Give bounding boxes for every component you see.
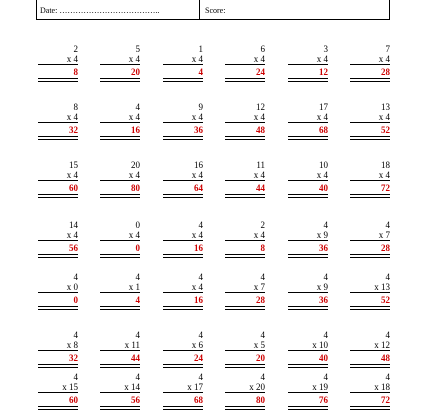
answer-rule — [350, 64, 390, 65]
date-label: Date: ……………………………….. — [40, 6, 160, 15]
problem-item — [350, 102, 390, 150]
multiplicand: 4 — [135, 372, 140, 382]
answer-rule — [225, 392, 265, 393]
multiplicand: 2 — [73, 44, 78, 54]
multiplicand: 4 — [135, 102, 140, 112]
multiplier: x 1 — [128, 282, 140, 292]
problem-item — [100, 102, 140, 150]
answer: 72 — [381, 183, 390, 193]
multiplier: x 13 — [374, 282, 390, 292]
double-rule — [38, 306, 78, 310]
double-rule — [350, 254, 390, 258]
answer-rule — [38, 392, 78, 393]
answer: 0 — [135, 243, 140, 253]
answer: 8 — [73, 67, 78, 77]
multiplier: x 4 — [128, 54, 140, 64]
problem-item — [225, 160, 265, 208]
multiplier: x 4 — [253, 170, 265, 180]
score-label: Score: — [205, 6, 226, 15]
multiplicand: 16 — [194, 160, 203, 170]
multiplicand: 4 — [73, 330, 78, 340]
answer-rule — [350, 392, 390, 393]
answer-rule — [288, 122, 328, 123]
double-rule — [225, 136, 265, 140]
multiplier: x 4 — [191, 112, 203, 122]
answer: 36 — [319, 243, 328, 253]
double-rule — [350, 306, 390, 310]
multiplier: x 4 — [66, 54, 78, 64]
answer: 24 — [256, 67, 265, 77]
answer-rule — [163, 122, 203, 123]
answer: 52 — [381, 125, 390, 135]
answer: 56 — [131, 395, 140, 405]
double-rule — [288, 78, 328, 82]
double-rule — [163, 254, 203, 258]
multiplicand: 11 — [256, 160, 265, 170]
multiplier: x 4 — [316, 112, 328, 122]
double-rule — [225, 254, 265, 258]
answer-rule — [100, 240, 140, 241]
problem-item — [288, 160, 328, 208]
double-rule — [163, 406, 203, 410]
answer-rule — [163, 292, 203, 293]
multiplicand: 4 — [385, 372, 390, 382]
multiplicand: 3 — [323, 44, 328, 54]
multiplier: x 17 — [187, 382, 203, 392]
multiplier: x 4 — [378, 170, 390, 180]
answer: 16 — [194, 243, 203, 253]
answer: 28 — [256, 295, 265, 305]
multiplier: x 4 — [128, 170, 140, 180]
problem-item — [163, 330, 203, 378]
answer-rule — [100, 292, 140, 293]
problem-item — [288, 220, 328, 268]
problem-item — [288, 330, 328, 378]
multiplier: x 10 — [312, 340, 328, 350]
answer-rule — [225, 64, 265, 65]
multiplicand: 10 — [319, 160, 328, 170]
multiplicand: 15 — [69, 160, 78, 170]
answer: 44 — [256, 183, 265, 193]
multiplier: x 11 — [124, 340, 140, 350]
multiplier: x 4 — [191, 170, 203, 180]
answer: 68 — [194, 395, 203, 405]
double-rule — [288, 136, 328, 140]
problem-item — [225, 102, 265, 150]
problem-item — [288, 102, 328, 150]
multiplicand: 18 — [381, 160, 390, 170]
multiplier: x 4 — [191, 54, 203, 64]
double-rule — [350, 406, 390, 410]
problem-item — [163, 220, 203, 268]
multiplicand: 4 — [198, 220, 203, 230]
problem-item — [350, 44, 390, 92]
answer-rule — [38, 122, 78, 123]
answer: 56 — [69, 243, 78, 253]
answer-rule — [38, 292, 78, 293]
answer-rule — [225, 240, 265, 241]
problem-item — [225, 44, 265, 92]
answer: 20 — [131, 67, 140, 77]
answer: 48 — [381, 353, 390, 363]
answer-rule — [225, 122, 265, 123]
problem-item — [163, 102, 203, 150]
answer: 36 — [319, 295, 328, 305]
double-rule — [288, 364, 328, 368]
multiplicand: 4 — [260, 330, 265, 340]
double-rule — [100, 254, 140, 258]
multiplicand: 4 — [260, 372, 265, 382]
problem-item — [100, 330, 140, 378]
answer-rule — [100, 392, 140, 393]
problem-item — [38, 372, 78, 420]
multiplicand: 20 — [131, 160, 140, 170]
multiplicand: 4 — [73, 272, 78, 282]
answer: 40 — [319, 353, 328, 363]
problem-item — [100, 272, 140, 320]
answer: 76 — [319, 395, 328, 405]
answer-rule — [163, 180, 203, 181]
multiplicand: 1 — [198, 44, 203, 54]
multiplier: x 8 — [66, 340, 78, 350]
multiplicand: 4 — [135, 272, 140, 282]
problem-item — [163, 272, 203, 320]
multiplier: x 4 — [253, 230, 265, 240]
multiplicand: 7 — [385, 44, 390, 54]
problem-item — [163, 160, 203, 208]
double-rule — [38, 136, 78, 140]
double-rule — [38, 194, 78, 198]
answer-rule — [100, 180, 140, 181]
answer-rule — [38, 240, 78, 241]
problem-item — [350, 160, 390, 208]
answer-rule — [163, 240, 203, 241]
answer-rule — [38, 180, 78, 181]
double-rule — [225, 78, 265, 82]
answer-rule — [288, 292, 328, 293]
problem-item — [38, 330, 78, 378]
multiplicand: 4 — [323, 220, 328, 230]
double-rule — [100, 194, 140, 198]
problem-item — [288, 372, 328, 420]
multiplier: x 4 — [128, 230, 140, 240]
answer-rule — [163, 392, 203, 393]
multiplier: x 5 — [253, 340, 265, 350]
double-rule — [225, 194, 265, 198]
multiplier: x 7 — [378, 230, 390, 240]
problem-item — [350, 330, 390, 378]
multiplier: x 19 — [312, 382, 328, 392]
multiplicand: 0 — [135, 220, 140, 230]
multiplier: x 4 — [378, 112, 390, 122]
double-rule — [163, 306, 203, 310]
multiplicand: 4 — [385, 272, 390, 282]
multiplicand: 4 — [323, 272, 328, 282]
double-rule — [288, 406, 328, 410]
multiplier: x 4 — [66, 230, 78, 240]
answer: 36 — [194, 125, 203, 135]
multiplicand: 14 — [69, 220, 78, 230]
multiplicand: 5 — [135, 44, 140, 54]
double-rule — [350, 136, 390, 140]
double-rule — [288, 306, 328, 310]
multiplier: x 12 — [374, 340, 390, 350]
answer-rule — [350, 292, 390, 293]
answer: 16 — [194, 295, 203, 305]
problem-item — [288, 272, 328, 320]
problem-item — [163, 372, 203, 420]
answer: 24 — [194, 353, 203, 363]
double-rule — [350, 78, 390, 82]
answer: 60 — [69, 395, 78, 405]
multiplier: x 4 — [253, 54, 265, 64]
answer: 12 — [319, 67, 328, 77]
answer-rule — [163, 64, 203, 65]
multiplicand: 12 — [256, 102, 265, 112]
answer: 60 — [69, 183, 78, 193]
double-rule — [288, 254, 328, 258]
multiplier: x 6 — [191, 340, 203, 350]
answer-rule — [350, 180, 390, 181]
answer-rule — [350, 122, 390, 123]
answer-rule — [288, 240, 328, 241]
answer: 16 — [131, 125, 140, 135]
double-rule — [225, 306, 265, 310]
answer: 48 — [256, 125, 265, 135]
double-rule — [225, 406, 265, 410]
answer: 4 — [135, 295, 140, 305]
multiplier: x 4 — [253, 112, 265, 122]
multiplier: x 4 — [66, 170, 78, 180]
double-rule — [100, 306, 140, 310]
double-rule — [350, 194, 390, 198]
multiplier: x 20 — [249, 382, 265, 392]
multiplier: x 4 — [378, 54, 390, 64]
problem-item — [38, 272, 78, 320]
problem-item — [100, 220, 140, 268]
double-rule — [100, 406, 140, 410]
answer-rule — [350, 240, 390, 241]
answer: 4 — [198, 67, 203, 77]
double-rule — [38, 254, 78, 258]
answer: 80 — [131, 183, 140, 193]
answer: 28 — [381, 67, 390, 77]
double-rule — [100, 136, 140, 140]
multiplier: x 9 — [316, 230, 328, 240]
double-rule — [100, 364, 140, 368]
problem-item — [100, 372, 140, 420]
multiplier: x 9 — [316, 282, 328, 292]
double-rule — [163, 194, 203, 198]
answer-rule — [288, 392, 328, 393]
multiplier: x 0 — [66, 282, 78, 292]
answer-rule — [100, 122, 140, 123]
multiplicand: 2 — [260, 220, 265, 230]
answer-rule — [100, 64, 140, 65]
answer-rule — [225, 350, 265, 351]
problem-item — [225, 372, 265, 420]
multiplier: x 4 — [316, 170, 328, 180]
answer-rule — [163, 350, 203, 351]
double-rule — [225, 364, 265, 368]
multiplicand: 4 — [323, 372, 328, 382]
answer: 72 — [381, 395, 390, 405]
double-rule — [288, 194, 328, 198]
problem-item — [350, 220, 390, 268]
double-rule — [38, 78, 78, 82]
multiplicand: 9 — [198, 102, 203, 112]
answer-rule — [288, 180, 328, 181]
multiplicand: 4 — [385, 220, 390, 230]
multiplicand: 13 — [381, 102, 390, 112]
answer-rule — [225, 292, 265, 293]
multiplicand: 4 — [198, 330, 203, 340]
multiplier: x 14 — [124, 382, 140, 392]
answer: 32 — [69, 353, 78, 363]
answer-rule — [288, 64, 328, 65]
multiplicand: 4 — [385, 330, 390, 340]
double-rule — [38, 364, 78, 368]
answer-rule — [225, 180, 265, 181]
multiplier: x 4 — [316, 54, 328, 64]
problem-item — [100, 44, 140, 92]
multiplicand: 6 — [260, 44, 265, 54]
answer: 40 — [319, 183, 328, 193]
multiplicand: 4 — [260, 272, 265, 282]
double-rule — [38, 406, 78, 410]
multiplier: x 4 — [191, 230, 203, 240]
answer-rule — [38, 64, 78, 65]
problem-item — [38, 102, 78, 150]
problem-item — [350, 372, 390, 420]
answer-rule — [38, 350, 78, 351]
multiplicand: 4 — [135, 330, 140, 340]
double-rule — [163, 364, 203, 368]
answer-rule — [350, 350, 390, 351]
answer: 80 — [256, 395, 265, 405]
answer: 20 — [256, 353, 265, 363]
answer-rule — [288, 350, 328, 351]
multiplier: x 18 — [374, 382, 390, 392]
problem-item — [225, 220, 265, 268]
multiplicand: 4 — [198, 272, 203, 282]
problem-item — [100, 160, 140, 208]
double-rule — [163, 78, 203, 82]
problem-item — [225, 330, 265, 378]
problem-item — [225, 272, 265, 320]
multiplicand: 8 — [73, 102, 78, 112]
multiplier: x 4 — [128, 112, 140, 122]
multiplier: x 4 — [66, 112, 78, 122]
answer: 52 — [381, 295, 390, 305]
answer: 32 — [69, 125, 78, 135]
answer: 8 — [260, 243, 265, 253]
multiplier: x 4 — [191, 282, 203, 292]
multiplicand: 17 — [319, 102, 328, 112]
multiplier: x 7 — [253, 282, 265, 292]
answer: 44 — [131, 353, 140, 363]
answer: 0 — [73, 295, 78, 305]
answer-rule — [100, 350, 140, 351]
problem-item — [350, 272, 390, 320]
problem-item — [38, 220, 78, 268]
multiplicand: 4 — [198, 372, 203, 382]
answer: 68 — [319, 125, 328, 135]
answer: 64 — [194, 183, 203, 193]
multiplier: x 15 — [62, 382, 78, 392]
double-rule — [163, 136, 203, 140]
problem-item — [163, 44, 203, 92]
answer: 28 — [381, 243, 390, 253]
multiplicand: 4 — [73, 372, 78, 382]
double-rule — [350, 364, 390, 368]
multiplicand: 4 — [323, 330, 328, 340]
double-rule — [100, 78, 140, 82]
problem-item — [288, 44, 328, 92]
problem-item — [38, 44, 78, 92]
problem-item — [38, 160, 78, 208]
